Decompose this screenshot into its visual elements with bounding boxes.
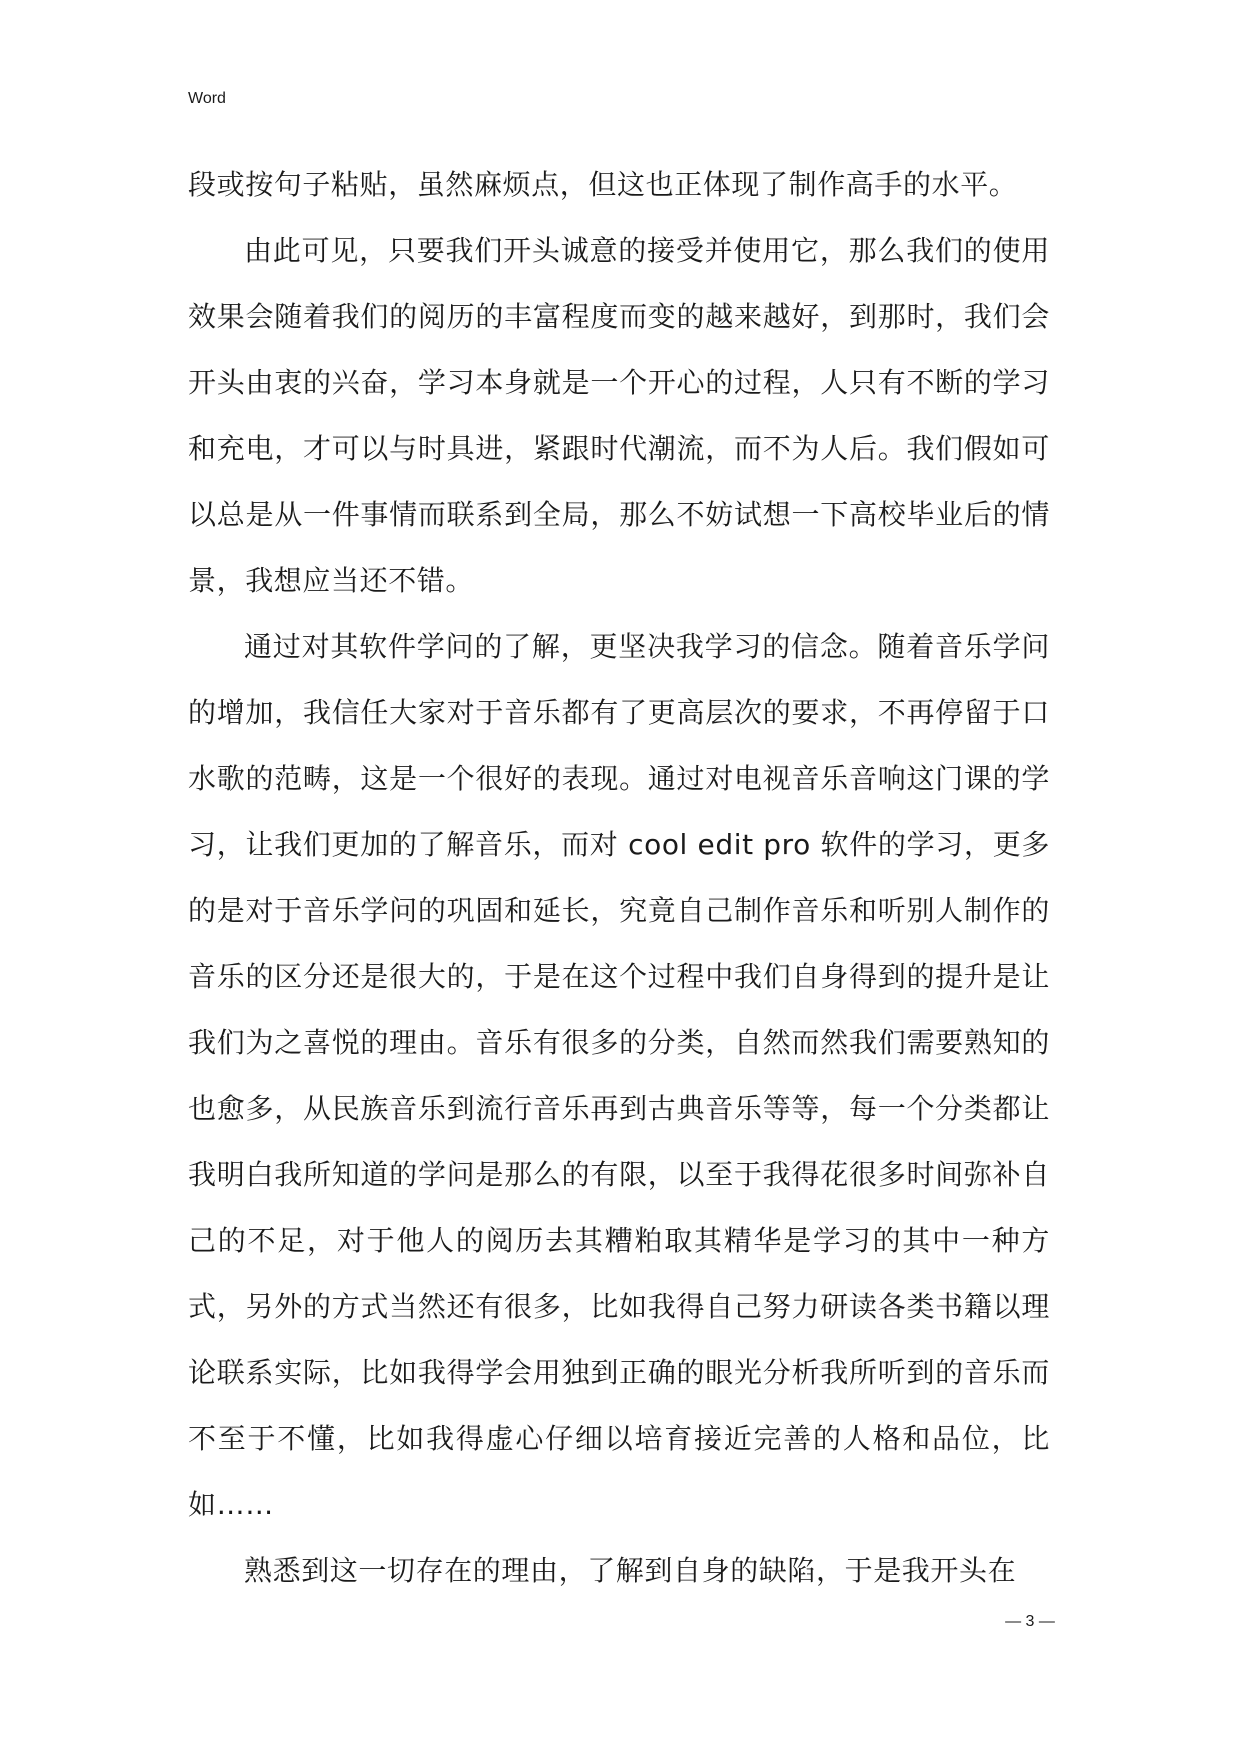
paragraph: 熟悉到这一切存在的理由，了解到自身的缺陷，于是我开头在 <box>244 1554 1017 1587</box>
paragraph: 由此可见，只要我们开头诚意的接受并使用它，那么我们的使用效果会随着我们的阅历的丰富程度而变的越来越好，到那时，我们会开头由衷的兴奋，学习本身就是一个开心的过程，人只有不断的学习和充电，才可以与时具进，紧跟时代潮流，而不为人后。我们假如可以总是从一件事情而联系到全局，那么不妨试想一下高校毕业后的情景，我想应当还不错。 <box>188 234 1050 597</box>
paragraph: 通过对其软件学问的了解，更坚决我学习的信念。随着音乐学问的增加，我信任大家对于音乐都有了更高层次的要求，不再停留于口水歌的范畴，这是一个很好的表现。通过对电视音乐音响这门课的学习，让我们更加的了解音乐，而对 cool edit pro 软件的学习，更多的是对于音乐学问的巩固和延长，究竟自己制作音乐和听别人制作的音乐的区分还是很大的，于是在这个过程中我们自身得到的提升是让我们为之喜悦的理由。音乐有很多的分类，自然而然我们需要熟知的也愈多，从民族音乐到流行音乐再到古典音乐等等，每一个分类都让我明白我所知道的学问是那么的有限，以至于我得花很多时间弥补自己的不足，对于他人的阅历去其糟粕取其精华是学习的其中一种方式，另外的方式当然还有很多，比如我得自己努力研读各类书籍以理论联系实际，比如我得学会用独到正确的眼光分析我所听到的音乐而不至于不懂，比如我得虚心仔细以培育接近完善的人格和品位，比如…… <box>188 630 1050 1521</box>
body-text <box>188 152 1050 1604</box>
header-label: Word <box>188 90 226 107</box>
page-number: — 3 — <box>1005 1613 1055 1630</box>
paragraph-continued: 段或按句子粘贴，虽然麻烦点，但这也正体现了制作高手的水平。 <box>188 168 1018 201</box>
